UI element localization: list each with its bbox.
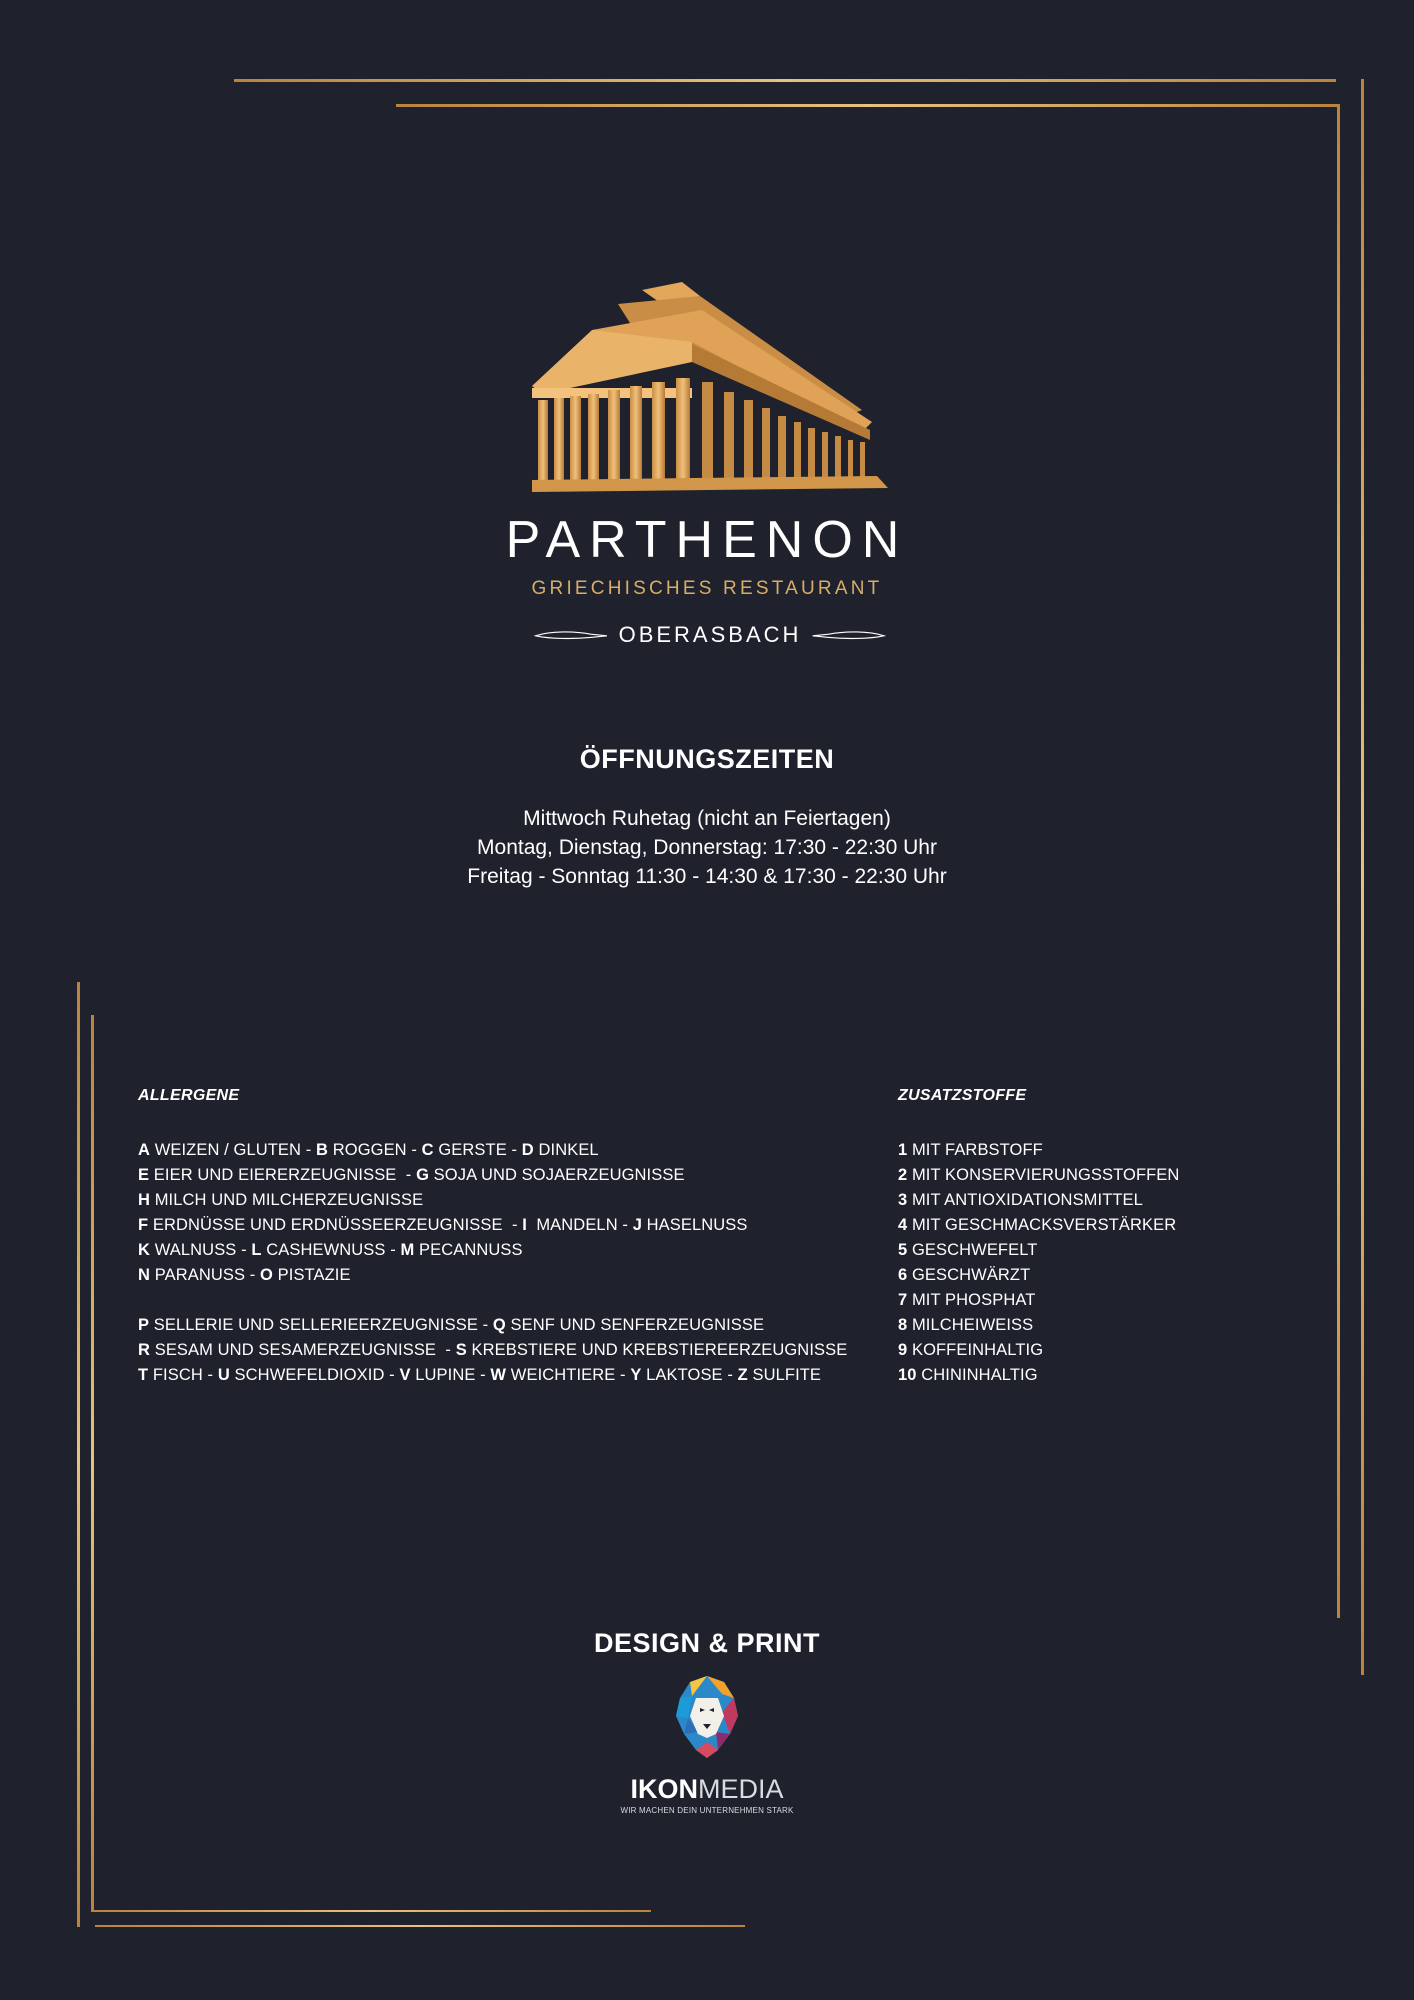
item-code: K (138, 1241, 151, 1259)
item-label: PISTAZIE (272, 1266, 351, 1284)
item-code: Z (737, 1366, 748, 1384)
list-item (898, 1313, 1278, 1338)
item-label: EIER UND EIERERZEUGNISSE - (149, 1166, 417, 1184)
item-label: FISCH - (148, 1366, 218, 1384)
allergens-section (138, 1087, 848, 1388)
item-code: R (138, 1341, 151, 1359)
item-label: WEIZEN / GLUTEN - (150, 1141, 317, 1159)
item-label: WALNUSS - (150, 1241, 252, 1259)
item-code: L (251, 1241, 262, 1259)
item-code: W (490, 1366, 507, 1384)
frame-line-bottom-inner (93, 1910, 651, 1912)
item-label: ROGGEN - (328, 1141, 422, 1159)
item-code: U (217, 1366, 230, 1384)
list-item (138, 1163, 838, 1188)
item-code: F (138, 1216, 149, 1234)
item-code: P (138, 1316, 150, 1334)
list-item (898, 1363, 1278, 1388)
item-label: SESAM UND SESAMERZEUGNISSE - (150, 1341, 456, 1359)
opening-hours-line: Mittwoch Ruhetag (nicht an Feiertagen) (523, 807, 891, 830)
list-item (138, 1363, 838, 1388)
design-print-title: DESIGN & PRINT (593, 1628, 821, 1658)
item-label: GERSTE - (433, 1141, 522, 1159)
item-code: Y (630, 1366, 642, 1384)
item-label: SOJA UND SOJAERZEUGNISSE (429, 1166, 685, 1184)
item-code: C (421, 1141, 434, 1159)
item-label: MIT FARBSTOFF (907, 1141, 1043, 1159)
item-code: 8 (898, 1316, 908, 1334)
list-item (138, 1213, 838, 1238)
item-label: KREBSTIERE UND KREBSTIEREERZEUGNISSE (466, 1341, 848, 1359)
item-code: 10 (898, 1366, 917, 1384)
item-code: G (416, 1166, 429, 1184)
item-label: SCHWEFELDIOXID - (229, 1366, 400, 1384)
list-item (138, 1263, 838, 1288)
item-label: PECANNUSS (414, 1241, 523, 1259)
item-code: 5 (898, 1241, 908, 1259)
ikon-wordmark-bold: IKON (630, 1774, 698, 1804)
item-label: MIT PHOSPHAT (907, 1291, 1036, 1309)
ikon-media-wordmark (0, 1774, 1414, 1804)
item-code: S (455, 1341, 467, 1359)
item-code: 4 (898, 1216, 908, 1234)
lion-icon (672, 1672, 742, 1760)
list-item (898, 1338, 1278, 1363)
swash-right-icon (811, 628, 886, 642)
item-code: M (400, 1241, 415, 1259)
city-label: OBERASBACH (618, 622, 802, 647)
list-item (898, 1213, 1278, 1238)
temple-icon (532, 282, 888, 492)
restaurant-name: PARTHENON (505, 511, 909, 569)
item-label: MANDELN - (526, 1216, 633, 1234)
item-code: D (521, 1141, 534, 1159)
opening-hours-line: Freitag - Sonntag 11:30 - 14:30 & 17:30 - 22:30 Uhr (467, 865, 947, 888)
item-label: KOFFEINHALTIG (907, 1341, 1044, 1359)
ikon-wordmark-light: MEDIA (697, 1774, 784, 1804)
item-label: WEICHTIERE - (506, 1366, 631, 1384)
item-code: J (632, 1216, 642, 1234)
list-item (138, 1313, 838, 1338)
opening-hours-line: Montag, Dienstag, Donnerstag: 17:30 - 22:30 Uhr (477, 836, 937, 859)
item-code: O (260, 1266, 273, 1284)
item-label: ERDNÜSSE UND ERDNÜSSEERZEUGNISSE - (148, 1216, 523, 1234)
item-code: Q (492, 1316, 506, 1334)
item-label: PARANUSS - (150, 1266, 261, 1284)
item-label: SULFITE (747, 1366, 822, 1384)
item-code: N (138, 1266, 151, 1284)
list-item (898, 1188, 1278, 1213)
opening-hours-title: ÖFFNUNGSZEITEN (579, 744, 835, 774)
list-item (138, 1138, 838, 1163)
frame-line-top-outer (234, 79, 1336, 82)
restaurant-subtitle: GRIECHISCHES RESTAURANT (531, 578, 883, 599)
item-code: T (138, 1366, 149, 1384)
opening-hours-list (0, 804, 1414, 891)
list-spacer (138, 1288, 838, 1313)
item-label: HASELNUSS (641, 1216, 748, 1234)
list-item (138, 1238, 838, 1263)
allergens-list (138, 1138, 848, 1388)
item-label: LUPINE - (410, 1366, 491, 1384)
item-label: MILCHEIWEISS (907, 1316, 1034, 1334)
item-code: 1 (898, 1141, 908, 1159)
item-code: 6 (898, 1266, 908, 1284)
swash-left-icon (534, 628, 609, 642)
item-label: SENF UND SENFERZEUGNISSE (505, 1316, 765, 1334)
additives-list (898, 1138, 1278, 1388)
item-code: I (522, 1216, 527, 1234)
item-code: B (316, 1141, 329, 1159)
list-item (898, 1138, 1278, 1163)
item-label: DINKEL (533, 1141, 599, 1159)
item-label: GESCHWEFELT (907, 1241, 1038, 1259)
item-code: 3 (898, 1191, 908, 1209)
list-item (898, 1288, 1278, 1313)
list-item (138, 1338, 848, 1363)
item-code: A (138, 1141, 151, 1159)
item-code: H (138, 1191, 151, 1209)
item-code: E (138, 1166, 150, 1184)
restaurant-city (534, 620, 886, 650)
list-item (898, 1238, 1278, 1263)
ikon-tagline: WIR MACHEN DEIN UNTERNEHMEN STARK (620, 1806, 794, 1815)
allergens-title: ALLERGENE (138, 1087, 240, 1104)
item-label: MIT KONSERVIERUNGSSTOFFEN (907, 1166, 1180, 1184)
list-item (898, 1163, 1278, 1188)
frame-line-bottom-outer (95, 1925, 745, 1927)
item-code: 2 (898, 1166, 908, 1184)
item-label: CASHEWNUSS - (261, 1241, 401, 1259)
additives-title: ZUSATZSTOFFE (898, 1087, 1027, 1104)
list-item (138, 1188, 838, 1213)
additives-section (898, 1088, 1278, 1388)
item-label: GESCHWÄRZT (907, 1266, 1031, 1284)
item-label: SELLERIE UND SELLERIEERZEUGNISSE - (149, 1316, 493, 1334)
item-label: MIT GESCHMACKSVERSTÄRKER (907, 1216, 1177, 1234)
item-label: CHININHALTIG (916, 1366, 1038, 1384)
list-item (898, 1263, 1278, 1288)
frame-line-top-inner (396, 104, 1340, 107)
item-code: 9 (898, 1341, 908, 1359)
item-label: MIT ANTIOXIDATIONSMITTEL (907, 1191, 1143, 1209)
item-code: 7 (898, 1291, 908, 1309)
item-code: V (399, 1366, 411, 1384)
item-label: MILCH UND MILCHERZEUGNISSE (150, 1191, 424, 1209)
item-label: LAKTOSE - (641, 1366, 738, 1384)
